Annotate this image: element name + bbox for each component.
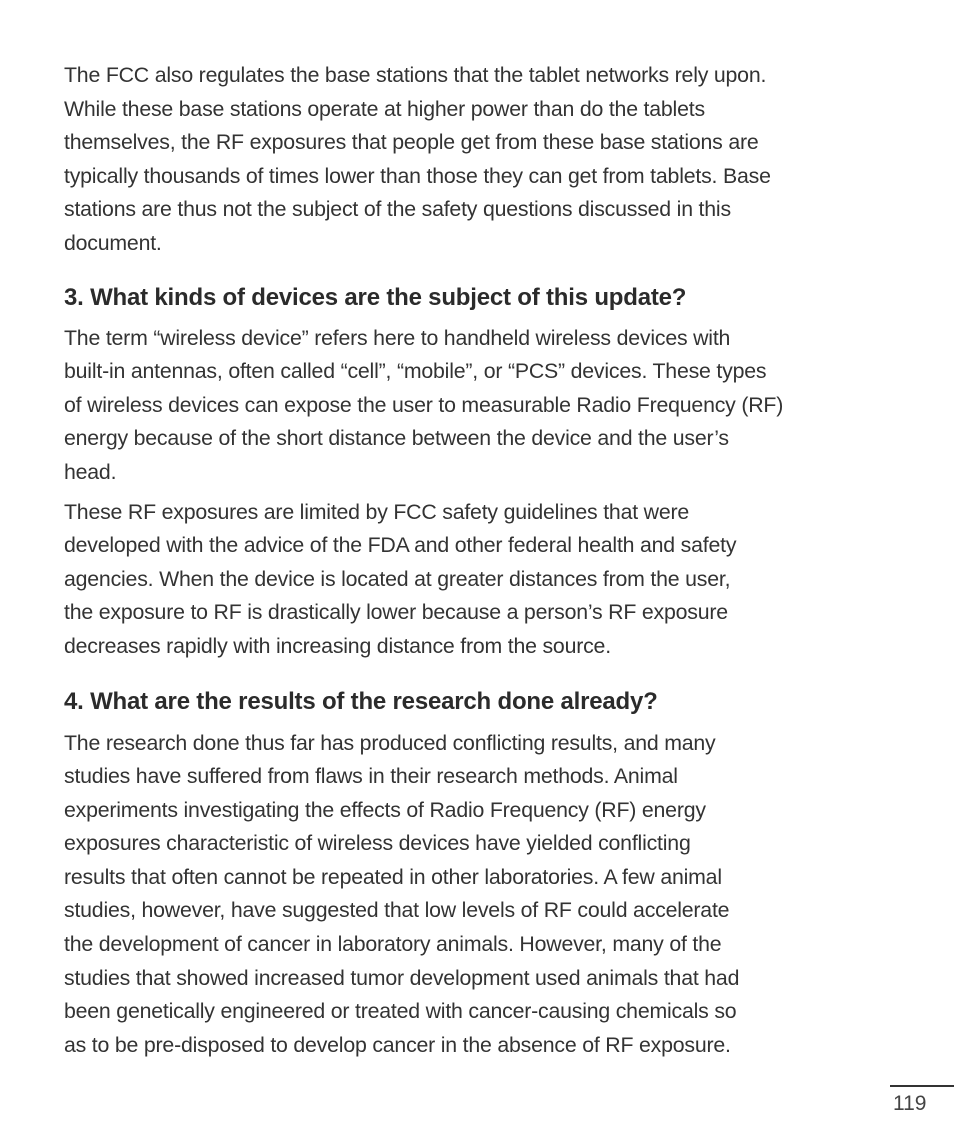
paragraph-rf-exposures [64, 496, 944, 664]
section-heading-4: 4. What are the results of the research done already? [64, 687, 658, 715]
document-body [64, 59, 944, 1062]
text-line: of wireless devices can expose the user to measurable Radio Frequency (RF) [64, 392, 784, 417]
text-line: decreases rapidly with increasing distance from the source. [64, 633, 611, 658]
paragraph-wireless-device [64, 322, 944, 490]
text-line: studies have suffered from flaws in their research methods. Animal [64, 764, 678, 789]
text-line: built-in antennas, often called “cell”, “mobile”, or “PCS” devices. These types [64, 359, 767, 384]
text-line: head. [64, 459, 117, 484]
text-line: developed with the advice of the FDA and other federal health and safety [64, 533, 737, 558]
text-line: themselves, the RF exposures that people get from these base stations are [64, 130, 759, 155]
section-heading-3: 3. What kinds of devices are the subject of this update? [64, 283, 687, 311]
text-line: energy because of the short distance between the device and the user’s [64, 426, 729, 451]
text-line: The term “wireless device” refers here to handheld wireless devices with [64, 325, 731, 350]
text-line: been genetically engineered or treated with cancer-causing chemicals so [64, 999, 737, 1024]
text-line: studies that showed increased tumor development used animals that had [64, 965, 740, 990]
text-line: the development of cancer in laboratory animals. However, many of the [64, 932, 722, 957]
text-line: as to be pre-disposed to develop cancer in the absence of RF exposure. [64, 1032, 731, 1057]
paragraph-base-stations [64, 59, 944, 261]
text-line: results that often cannot be repeated in other laboratories. A few animal [64, 864, 722, 889]
page-number: 119 [893, 1092, 927, 1115]
text-line: typically thousands of times lower than those they can get from tablets. Base [64, 163, 771, 188]
text-line: document. [64, 230, 162, 255]
text-line: the exposure to RF is drastically lower because a person’s RF exposure [64, 600, 728, 625]
paragraph-research-results [64, 727, 944, 1063]
text-line: These RF exposures are limited by FCC safety guidelines that were [64, 499, 690, 524]
text-line: While these base stations operate at higher power than do the tablets [64, 96, 705, 121]
text-line: The research done thus far has produced conflicting results, and many [64, 730, 716, 755]
text-line: The FCC also regulates the base stations that the tablet networks rely upon. [64, 63, 767, 87]
text-line: studies, however, have suggested that low levels of RF could accelerate [64, 898, 730, 923]
text-line: experiments investigating the effects of Radio Frequency (RF) energy [64, 797, 706, 822]
text-line: agencies. When the device is located at greater distances from the user, [64, 566, 731, 591]
text-line: stations are thus not the subject of the safety questions discussed in this [64, 197, 731, 222]
footer-divider [890, 1085, 954, 1087]
text-line: exposures characteristic of wireless devices have yielded conflicting [64, 831, 691, 856]
